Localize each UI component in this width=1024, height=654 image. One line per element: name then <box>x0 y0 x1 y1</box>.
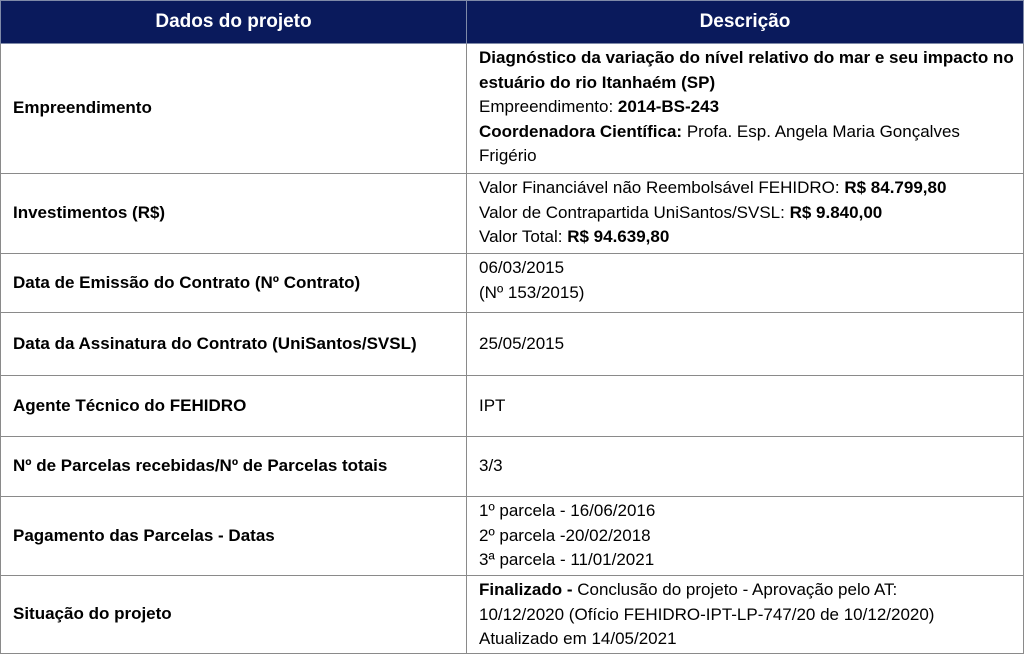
row-pagamento <box>1 497 1024 576</box>
desc-assinatura: 25/05/2015 <box>467 313 1024 376</box>
desc-parcelas: 3/3 <box>467 437 1024 497</box>
project-title: Diagnóstico da variação do nível relativo do mar e seu impacto no estuário do rio Itanhaém (SP) <box>479 48 1014 92</box>
situacao-status: Finalizado - <box>479 580 573 599</box>
coordinator-line <box>479 120 1015 169</box>
desc-agente: IPT <box>467 376 1024 437</box>
situacao-line-2: 10/12/2020 (Ofício FEHIDRO-IPT-LP-747/20 de 10/12/2020) <box>479 604 935 624</box>
label-pagamento: Pagamento das Parcelas - Datas <box>1 497 467 576</box>
invest-line-3 <box>479 225 1015 250</box>
desc-pagamento <box>467 497 1024 576</box>
header-descricao: Descrição <box>467 1 1024 44</box>
row-situacao <box>1 576 1024 654</box>
row-emissao <box>1 254 1024 313</box>
parcela-1: 1º parcela - 16/06/2016 <box>479 501 656 520</box>
coordinator-name: Profa. Esp. Angela Maria Gonçalves Frigério <box>479 121 960 165</box>
invest-contrapartida-label: Valor de Contrapartida UniSantos/SVSL: <box>479 202 790 222</box>
desc-investimentos <box>467 174 1024 254</box>
header-dados-do-projeto: Dados do projeto <box>1 1 467 44</box>
row-assinatura <box>1 313 1024 376</box>
situacao-line-3: Atualizado em 14/05/2021 <box>479 629 677 648</box>
invest-fehidro-label: Valor Financiável não Reembolsável FEHIDRO: <box>479 178 845 197</box>
label-parcelas: Nº de Parcelas recebidas/Nº de Parcelas totais <box>1 437 467 497</box>
row-agente <box>1 376 1024 437</box>
invest-total-label: Valor Total: <box>479 227 568 246</box>
emissao-number: (Nº 153/2015) <box>479 282 585 302</box>
row-empreendimento <box>1 44 1024 174</box>
label-empreendimento: Empreendimento <box>1 44 467 174</box>
project-code: 2014-BS-243 <box>617 97 720 116</box>
label-agente: Agente Técnico do FEHIDRO <box>1 376 467 437</box>
label-situacao: Situação do projeto <box>1 576 467 654</box>
row-parcelas <box>1 437 1024 497</box>
desc-empreendimento <box>467 44 1024 174</box>
label-investimentos: Investimentos (R$) <box>1 174 467 254</box>
situacao-conclusao: Conclusão do projeto - Aprovação pelo AT: <box>572 580 898 599</box>
invest-contrapartida-value: R$ 9.840,00 <box>789 202 883 222</box>
label-emissao: Data de Emissão do Contrato (Nº Contrato) <box>1 254 467 313</box>
table-header-row <box>1 1 1024 44</box>
coordinator-label: Coordenadora Científica: <box>479 121 683 141</box>
invest-line-2 <box>479 201 1015 226</box>
project-code-line <box>479 95 1015 120</box>
parcela-3: 3ª parcela - 11/01/2021 <box>479 550 655 569</box>
desc-situacao <box>467 576 1024 654</box>
invest-line-1 <box>479 176 1015 201</box>
label-assinatura: Data da Assinatura do Contrato (UniSantos/SVSL) <box>1 313 467 376</box>
invest-total-value: R$ 94.639,80 <box>567 227 670 246</box>
parcela-2: 2º parcela -20/02/2018 <box>479 525 651 545</box>
row-investimentos <box>1 174 1024 254</box>
project-code-prefix: Empreendimento: <box>479 97 618 116</box>
emissao-date: 06/03/2015 <box>479 258 565 277</box>
invest-fehidro-value: R$ 84.799,80 <box>844 178 947 197</box>
situacao-line-1 <box>479 578 1015 603</box>
desc-emissao <box>467 254 1024 313</box>
